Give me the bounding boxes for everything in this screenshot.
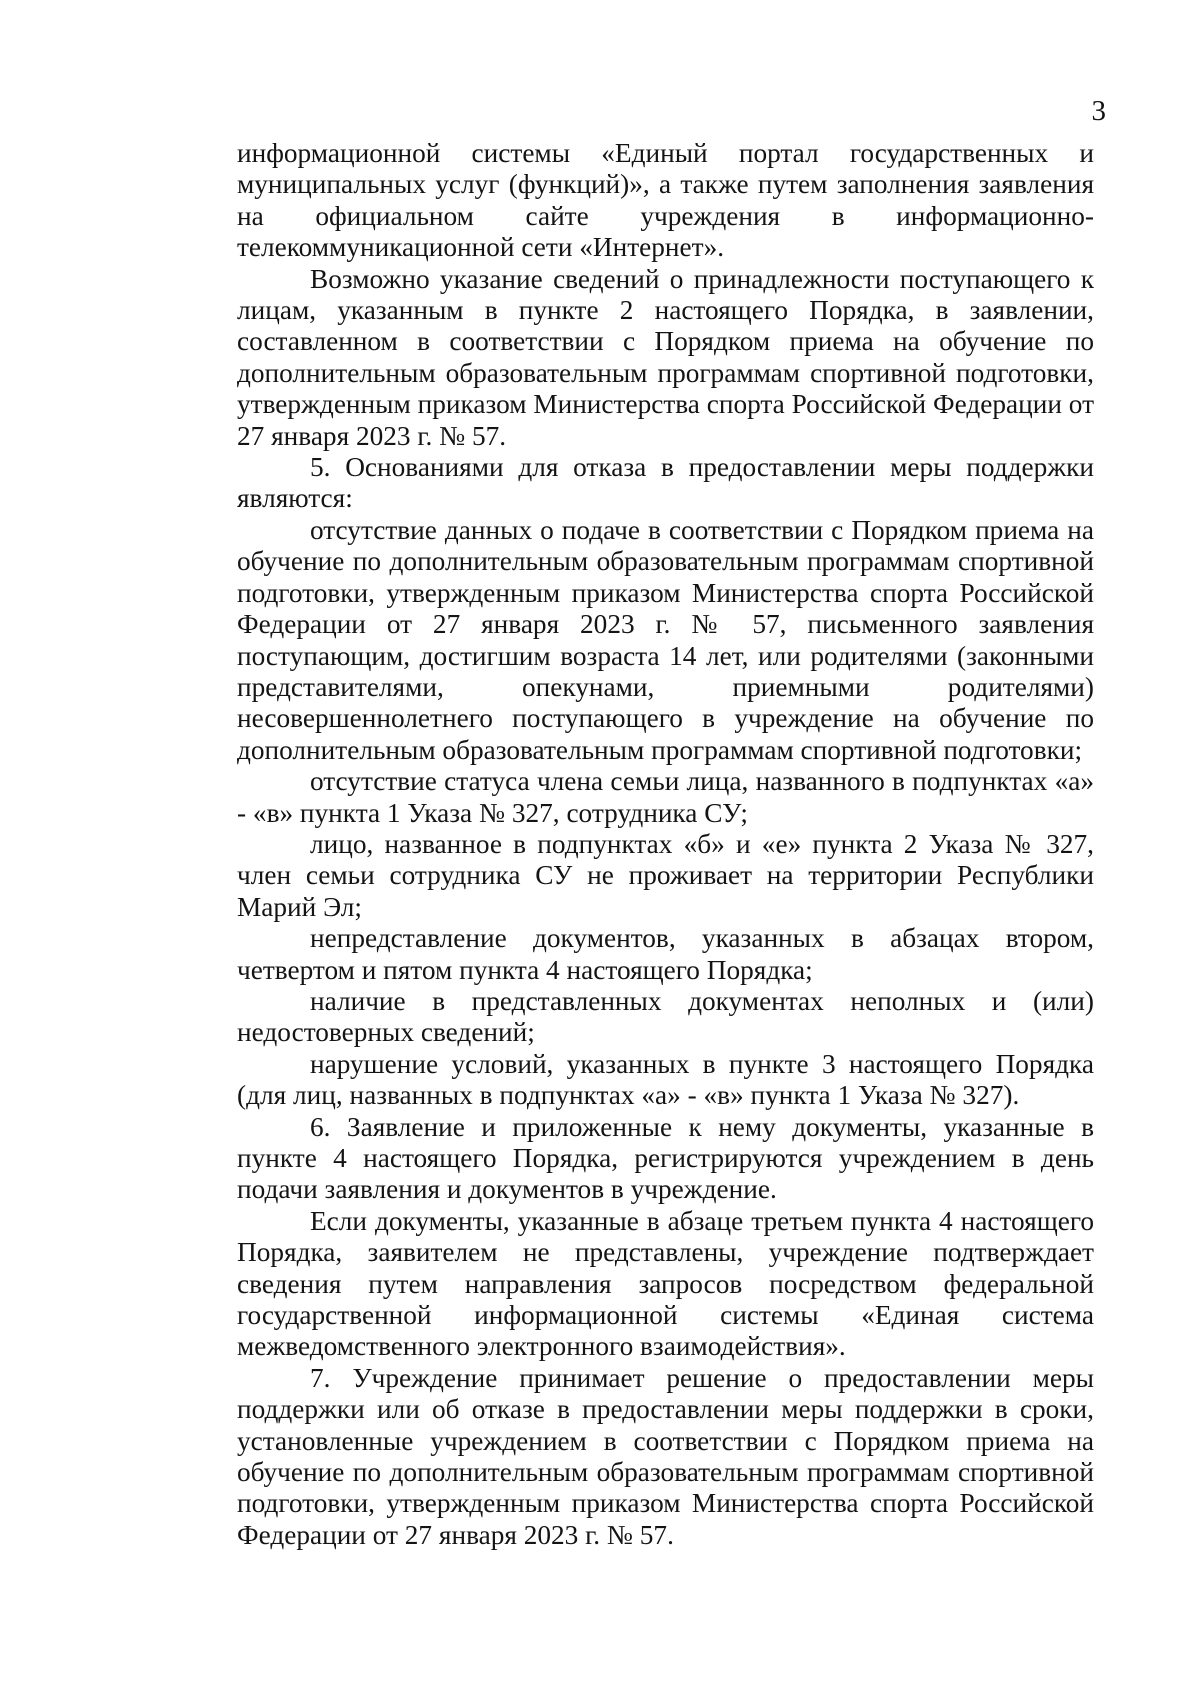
paragraph-10: 6. Заявление и приложенные к нему документы, указанные в пункте 4 настоящего Порядка, регистрируются учреждением в день подачи заявления и документов в учреждение.: [237, 1111, 1094, 1205]
paragraph-9: нарушение условий, указанных в пункте 3 настоящего Порядка (для лиц, названных в подпунктах «а» - «в» пункта 1 Указа № 327).: [237, 1048, 1094, 1111]
paragraph-12: 7. Учреждение принимает решение о предоставлении меры поддержки или об отказе в предоставлении меры поддержки в сроки, установленные учреждением в соответствии с Порядком приема на обучение по дополнительным образовательным программам спортивной подготовки, утвержденным приказом Министерства спорта Российской Федерации от 27 января 2023 г. № 57.: [237, 1362, 1094, 1550]
paragraph-6: лицо, названное в подпунктах «б» и «е» пункта 2 Указа № 327, член семьи сотрудника СУ не проживает на территории Республики Марий Эл;: [237, 828, 1094, 922]
paragraph-3: 5. Основаниями для отказа в предоставлении меры поддержки являются:: [237, 452, 1094, 514]
paragraph-8: наличие в представленных документах неполных и (или) недостоверных сведений;: [237, 985, 1094, 1048]
document-body: [237, 138, 1094, 1551]
paragraph-2: Возможно указание сведений о принадлежности поступающего к лицам, указанным в пункте 2 настоящего Порядка, в заявлении, составленном в соответствии с Порядком приема на обучение по дополнительным образовательным программам спортивной подготовки, утвержденным приказом Министерства спорта Российской Федерации от 27 января 2023 г. № 57.: [237, 263, 1094, 451]
paragraph-7: непредставление документов, указанных в абзацах втором, четвертом и пятом пункта 4 настоящего Порядка;: [237, 923, 1094, 985]
paragraph-11: Если документы, указанные в абзаце третьем пункта 4 настоящего Порядка, заявителем не представлены, учреждение подтверждает сведения путем направления запросов посредством федеральной государственной информационной системы «Единая система межведомственного электронного взаимодействия».: [237, 1205, 1094, 1362]
page-number: 3: [1091, 95, 1106, 127]
paragraph-4: отсутствие данных о подаче в соответствии с Порядком приема на обучение по дополнительным образовательным программам спортивной подготовки, утвержденным приказом Министерства спорта Российской Федерации от 27 января 2023 г. № 57, письменного заявления поступающим, достигшим возраста 14 лет, или родителями (законными представителями, опекунами, приемными родителями) несовершеннолетнего поступающего в учреждение на обучение по дополнительным образовательным программам спортивной подготовки;: [237, 514, 1094, 765]
paragraph-5: отсутствие статуса члена семьи лица, названного в подпунктах «а» - «в» пункта 1 Указа № 327, сотрудника СУ;: [237, 766, 1094, 828]
paragraph-1: информационной системы «Единый портал государственных и муниципальных услуг (функций)», а также путем заполнения заявления на официальном сайте учреждения в информационно-телекоммуникационной сети «Интернет».: [237, 138, 1094, 263]
